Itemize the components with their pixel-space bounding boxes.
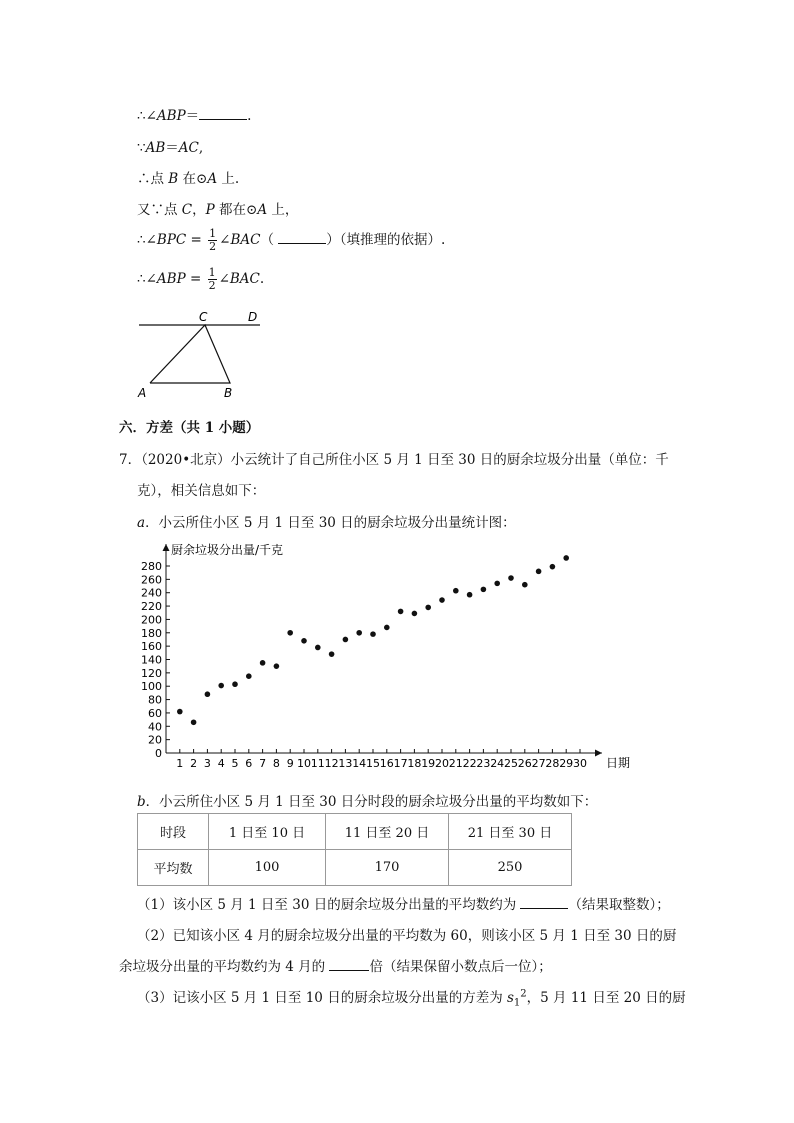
table-cell: 100 [209, 850, 326, 886]
table-row [138, 850, 572, 886]
fraction-half [208, 228, 217, 253]
label-d: D [248, 310, 258, 324]
data-point [356, 630, 362, 636]
point-c: C [181, 202, 193, 218]
part-b-line [137, 790, 597, 810]
data-point [287, 630, 293, 636]
q1-text: （1）该小区 5 月 1 日至 30 日的厨余垃圾分出量的平均数约为 [137, 897, 521, 913]
data-point [205, 691, 211, 697]
x-tick-label: 11 [310, 757, 325, 770]
x-tick-label: 14 [352, 757, 367, 770]
proof-line-3 [137, 167, 239, 187]
data-point [508, 575, 514, 581]
comma: , [198, 140, 204, 156]
section-title: 六．方差（共 1 小题） [119, 420, 260, 436]
angle-abp: ABP [156, 271, 186, 287]
therefore-angle: ∴∠ [137, 271, 157, 287]
x-tick-label: 4 [217, 757, 225, 770]
y-tick-label: 80 [148, 693, 162, 707]
x-tick-label: 5 [231, 757, 239, 770]
x-tick-label: 2 [190, 757, 198, 770]
x-tick-label: 22 [462, 757, 477, 770]
table-header-cell: 11 日至 20 日 [326, 814, 449, 850]
angle-abp: ABP [156, 108, 186, 124]
x-axis-label: 日期 [606, 756, 630, 770]
answer-blank-q2[interactable] [329, 970, 369, 971]
proof-line-4 [137, 198, 298, 218]
data-point [191, 719, 197, 725]
data-point [246, 673, 252, 679]
data-point [232, 681, 238, 687]
table-header-cell: 1 日至 10 日 [209, 814, 326, 850]
question-line-2: 克），相关信息如下： [137, 483, 266, 499]
y-tick-label: 160 [141, 640, 162, 654]
subquestion-2-line-2 [119, 955, 552, 975]
x-tick-label: 10 [297, 757, 311, 770]
x-tick-label: 28 [545, 757, 560, 770]
data-point [481, 587, 487, 593]
q2-note: 倍（结果保留小数点后一位）； [369, 959, 552, 975]
table-cell: 250 [449, 850, 572, 886]
data-point [343, 637, 349, 643]
question-line-1: 7．（2020•北京）小云统计了自己所住小区 5 月 1 日至 30 日的厨余垃圾分出量（单位：千 [119, 452, 669, 468]
average-table [137, 813, 572, 886]
x-tick-label: 27 [531, 757, 546, 770]
variance-superscript: 2 [520, 988, 527, 1000]
x-tick-label: 18 [407, 757, 422, 770]
subquestion-1 [137, 893, 670, 913]
x-tick-label: 20 [435, 757, 449, 770]
table-header-cell: 时段 [138, 814, 209, 850]
x-tick-label: 30 [573, 757, 587, 770]
q1-note: （结果取整数）； [568, 897, 670, 913]
y-tick-label: 220 [141, 600, 162, 614]
y-tick-label: 140 [141, 653, 162, 667]
x-tick-label: 12 [324, 757, 339, 770]
y-tick-label: 260 [141, 573, 162, 587]
circle-a: A [207, 171, 218, 187]
y-tick-label: 240 [141, 586, 162, 600]
suffix: 上， [267, 202, 299, 218]
data-point [301, 638, 307, 644]
x-tick-label: 16 [379, 757, 394, 770]
segment-ac: AC [178, 140, 199, 156]
angle-bpc: BPC [156, 232, 187, 248]
therefore-angle: ∴∠ [137, 108, 157, 124]
q3-text: （3）记该小区 5 月 1 日至 10 日的厨余垃圾分出量的方差为 [137, 990, 507, 1006]
data-point [494, 581, 500, 587]
data-point [260, 660, 266, 666]
proof-line-6 [137, 267, 264, 292]
on-circle: 都在⊙ [214, 202, 258, 218]
equals-sign: ＝ [165, 140, 179, 156]
point-b: B [168, 171, 179, 187]
label-c: C [199, 310, 208, 324]
table-header-row [138, 814, 572, 850]
comma: ， [192, 202, 206, 218]
y-tick-label: 100 [141, 680, 162, 694]
triangle-acb [150, 325, 230, 383]
also-because: 又∵点 [137, 202, 182, 218]
x-tick-label: 19 [421, 757, 436, 770]
y-tick-label: 20 [148, 733, 162, 747]
because-symbol: ∵ [137, 140, 146, 156]
y-tick-label: 200 [141, 613, 162, 627]
x-tick-label: 24 [490, 757, 505, 770]
table-row-label: 平均数 [138, 850, 209, 886]
label-a: A [138, 386, 147, 400]
subquestion-2-line-1: （2）已知该小区 4 月的厨余垃圾分出量的平均数为 60，则该小区 5 月 1 日至 30 日的厨 [137, 928, 677, 944]
x-tick-label: 21 [448, 757, 463, 770]
scatter-chart [130, 536, 630, 776]
equals-sign: ＝ [185, 108, 200, 124]
data-point [398, 609, 404, 615]
answer-blank-q1[interactable] [520, 908, 568, 909]
therefore-angle: ∴∠ [137, 232, 157, 248]
fraction-numerator: 1 [209, 227, 217, 240]
angle-symbol: ∠ [219, 232, 231, 248]
x-tick-label: 9 [286, 757, 294, 770]
data-point [370, 631, 376, 637]
circle-a: A [257, 202, 268, 218]
table-header-cell: 21 日至 30 日 [449, 814, 572, 850]
segment-ab: AB [145, 140, 166, 156]
x-tick-label: 26 [517, 757, 532, 770]
x-tick-label: 29 [559, 757, 574, 770]
data-point [550, 564, 556, 570]
x-tick-label: 6 [245, 757, 253, 770]
fraction-denominator: 2 [208, 279, 216, 292]
part-a-text: ．小云所住小区 5 月 1 日至 30 日的厨余垃圾分出量统计图： [145, 515, 516, 531]
data-point [274, 663, 280, 669]
therefore-point: ∴点 [137, 171, 169, 187]
period: . [259, 271, 265, 287]
part-b-text: ．小云所住小区 5 月 1 日至 30 日分时段的厨余垃圾分出量的平均数如下： [145, 794, 598, 810]
x-tick-label: 13 [338, 757, 353, 770]
angle-bac: BAC [230, 232, 261, 248]
part-a-line [137, 511, 516, 531]
angle-bac: BAC [229, 271, 260, 287]
variance-symbol: s [506, 990, 514, 1006]
point-p: P [205, 202, 215, 218]
proof-line-2 [137, 136, 203, 156]
y-tick-label: 120 [141, 666, 162, 680]
data-point [563, 555, 569, 561]
data-point [412, 611, 418, 617]
part-a-label: a [137, 515, 146, 531]
q2-text: 余垃圾分出量的平均数约为 4 月的 [119, 959, 330, 975]
table-cell: 170 [326, 850, 449, 886]
y-tick-label: 280 [141, 560, 162, 573]
data-point [177, 709, 183, 715]
data-point [384, 625, 390, 631]
data-point [439, 597, 445, 603]
answer-blank-2[interactable] [278, 243, 326, 244]
period: . [247, 108, 252, 124]
fraction-half [208, 267, 217, 292]
y-axis-arrow [163, 544, 170, 551]
data-point [425, 605, 431, 611]
x-axis-arrow [595, 750, 602, 757]
equals-sign: = [186, 232, 207, 248]
data-point [536, 569, 542, 575]
equals-sign: = [185, 271, 206, 287]
proof-line-1 [137, 104, 251, 124]
proof-line-5 [137, 228, 445, 253]
triangle-figure [130, 306, 270, 402]
open-paren: （ [260, 232, 279, 248]
x-tick-label: 25 [504, 757, 518, 770]
part-b-label: b [137, 794, 146, 810]
variance-subscript: 1 [513, 997, 521, 1009]
data-point [453, 588, 459, 594]
x-tick-label: 15 [366, 757, 380, 770]
subquestion-3 [137, 986, 686, 1009]
data-point [218, 683, 224, 689]
reason-prompt: ）（填推理的依据）. [326, 232, 446, 248]
suffix: 上. [217, 171, 240, 187]
y-axis-label: 厨余垃圾分出量/千克 [171, 543, 284, 557]
x-tick-label: 7 [259, 757, 267, 770]
y-tick-label: 180 [141, 626, 162, 640]
y-tick-label: 0 [155, 747, 162, 760]
data-point [329, 651, 335, 657]
x-tick-label: 1 [176, 757, 184, 770]
data-point [467, 592, 473, 598]
x-tick-label: 3 [203, 757, 211, 770]
q3-text-continued: ，5 月 11 日至 20 日的厨 [526, 990, 686, 1006]
x-tick-label: 23 [476, 757, 491, 770]
data-point [522, 582, 528, 588]
x-tick-label: 8 [272, 757, 280, 770]
label-b: B [224, 386, 233, 400]
on-circle: 在⊙ [178, 171, 208, 187]
data-point [315, 645, 321, 651]
y-tick-label: 40 [148, 720, 162, 734]
fraction-numerator: 1 [208, 266, 216, 279]
fraction-denominator: 2 [209, 240, 217, 253]
angle-symbol: ∠ [218, 271, 230, 287]
answer-blank-1[interactable] [199, 119, 247, 120]
y-tick-label: 60 [148, 706, 162, 720]
x-tick-label: 17 [393, 757, 408, 770]
